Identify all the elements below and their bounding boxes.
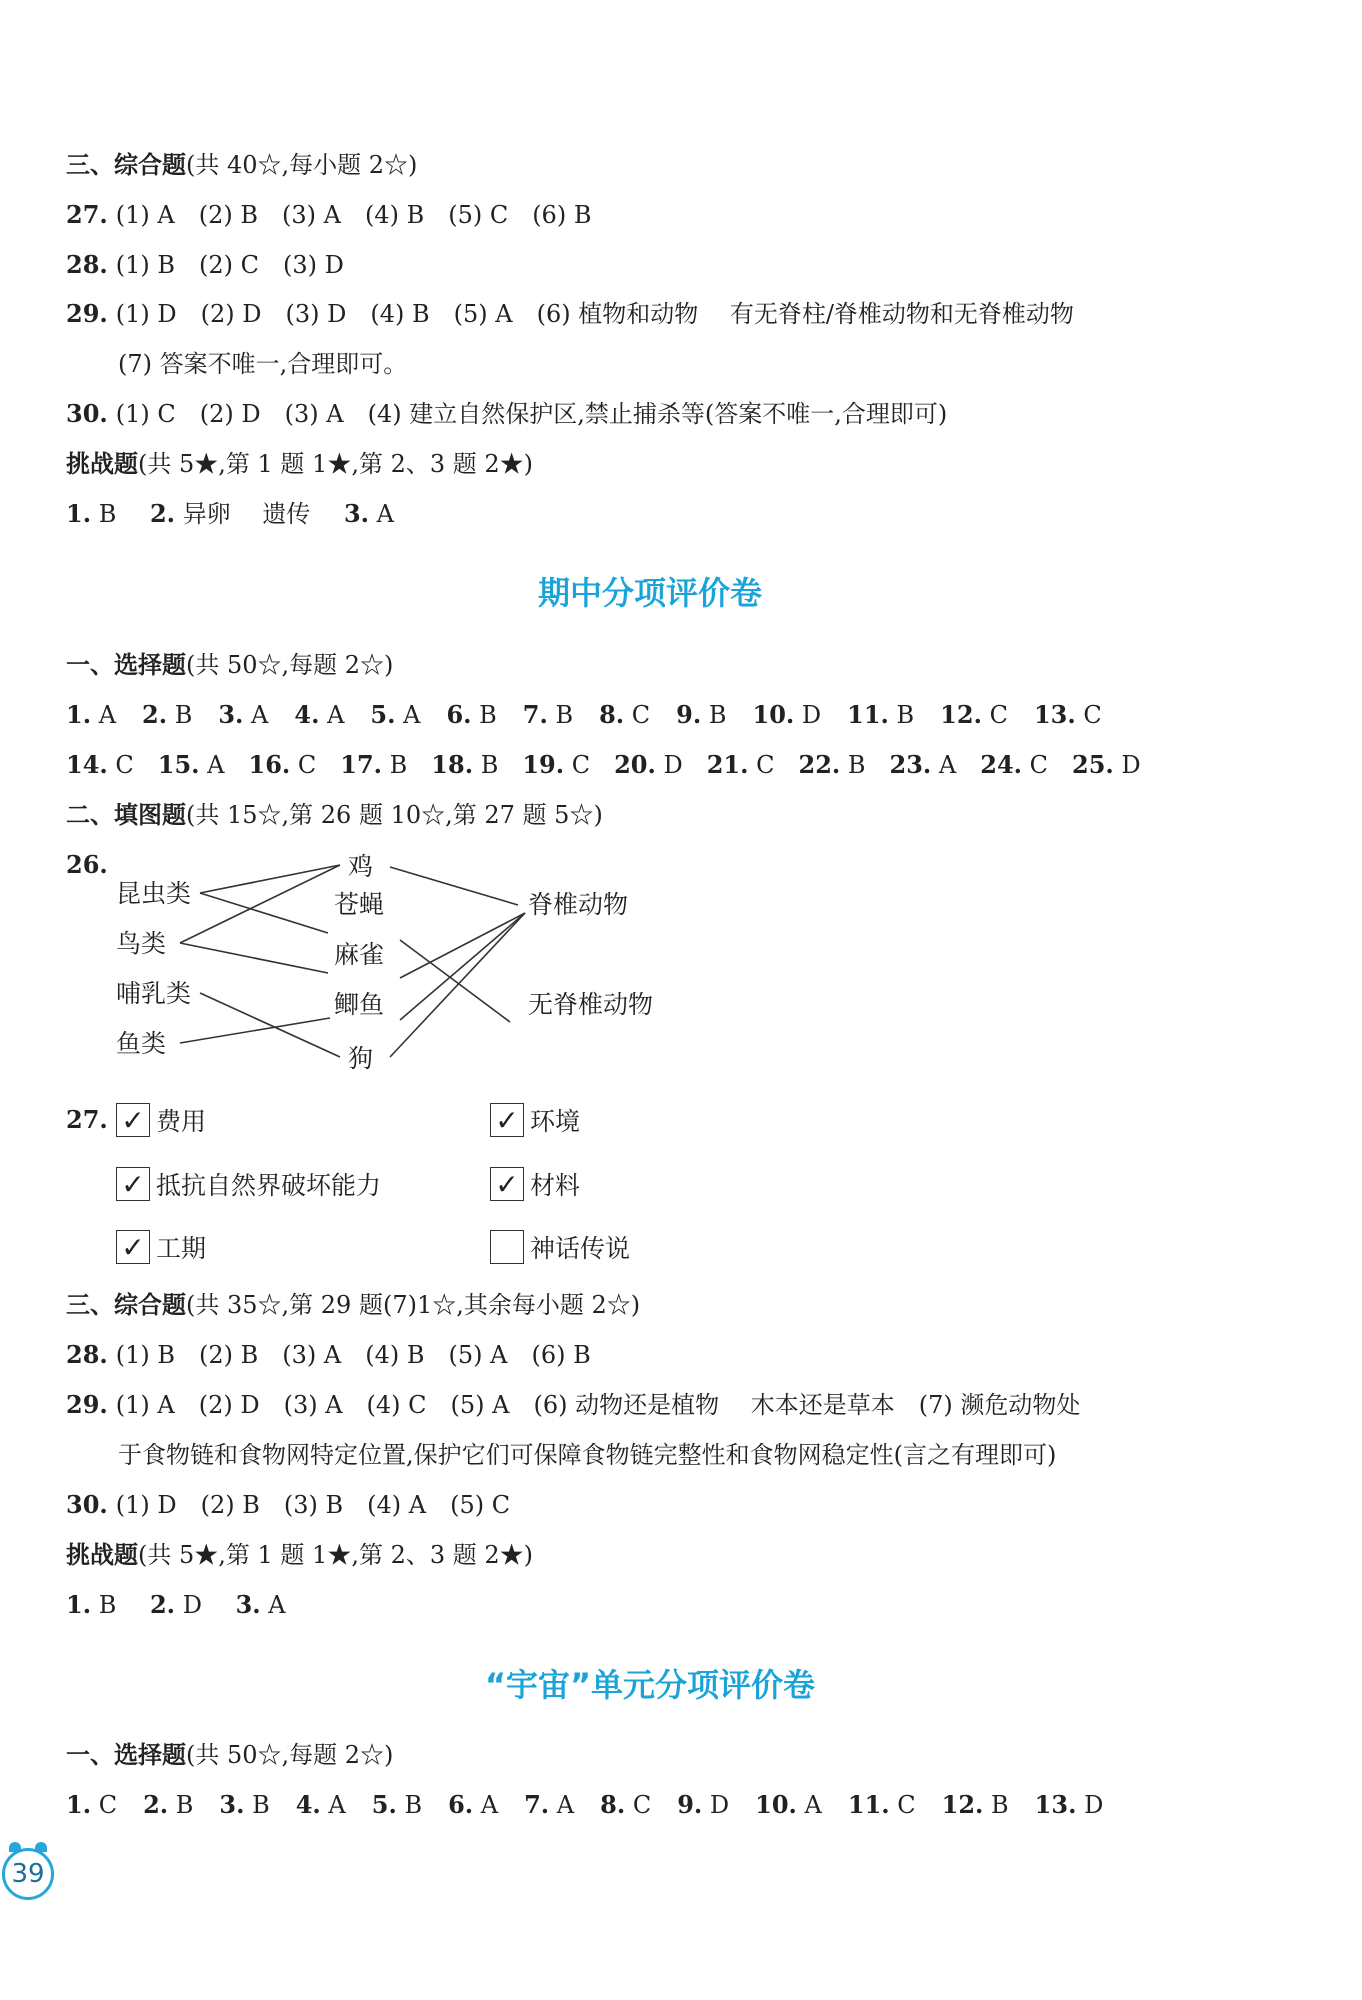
answer-item: 15. A — [157, 750, 225, 779]
match-line — [180, 865, 340, 943]
match-line — [400, 913, 525, 1020]
match-line — [390, 867, 518, 905]
check-box: ✓ — [490, 1167, 524, 1201]
match-line — [180, 1018, 330, 1043]
check-box — [490, 1230, 524, 1264]
answer-item: 3. B — [219, 1790, 270, 1819]
answer-item: 13. D — [1034, 1790, 1104, 1819]
question-number: 27. — [66, 1105, 108, 1134]
check-box: ✓ — [116, 1167, 150, 1201]
answer-item: 2. B — [143, 1790, 194, 1819]
section-header: 三、综合题(共 40☆,每小题 2☆) — [66, 151, 418, 179]
answer-27: 27. (1) A (2) B (3) A (4) B (5) C (6) B — [66, 200, 592, 229]
answer-item: 16. C — [248, 750, 317, 779]
answer-item: 2. B — [142, 700, 193, 729]
answer-28: 28. (1) B (2) B (3) A (4) B (5) A (6) B — [66, 1340, 591, 1369]
right-label: 无脊椎动物 — [528, 990, 654, 1019]
answer-item: 18. B — [431, 750, 499, 779]
answer-item: 14. C — [66, 750, 134, 779]
check-box: ✓ — [116, 1103, 150, 1137]
page-title: 期中分项评价卷 — [537, 574, 762, 612]
left-label: 昆虫类 — [116, 879, 192, 908]
checkbox-item: ✓ 费用 — [116, 1102, 206, 1138]
answer-item: 10. D — [752, 700, 822, 729]
answer-item: 25. D — [1072, 750, 1141, 779]
answer-30: 30. (1) C (2) D (3) A (4) 建立自然保护区,禁止捕杀等(答案不唯一,合理即可) — [66, 399, 948, 428]
match-line — [200, 893, 328, 933]
answer-item: 12. B — [941, 1790, 1009, 1819]
check-box: ✓ — [116, 1230, 150, 1264]
match-line — [400, 913, 525, 978]
section-header: 二、填图题(共 15☆,第 26 题 10☆,第 27 题 5☆) — [66, 801, 603, 829]
answer-item: 1. C — [66, 1790, 118, 1819]
answer-28: 28. (1) B (2) C (3) D — [66, 250, 344, 279]
answer-item: 5. A — [370, 700, 421, 729]
answer-29: 29. (1) D (2) D (3) D (4) B (5) A (6) 植物和动物 有无脊柱/脊椎动物和无脊椎动物 — [66, 299, 1074, 328]
answer-item: 9. B — [676, 700, 727, 729]
answer-item: 3. A — [218, 700, 269, 729]
answer-item: 6. B — [446, 700, 497, 729]
answer-item: 5. B — [371, 1790, 423, 1819]
answer-29-cont: (7) 答案不唯一,合理即可。 — [118, 350, 408, 378]
challenge-header: 挑战题(共 5★,第 1 题 1★,第 2、3 题 2★) — [66, 1541, 534, 1569]
answer-item: 10. A — [755, 1790, 822, 1819]
choice-answers-row — [66, 700, 1128, 730]
right-label: 脊椎动物 — [528, 890, 629, 919]
match-line — [200, 993, 340, 1057]
answer-item: 11. C — [847, 1790, 916, 1819]
answer-item: 23. A — [889, 750, 957, 779]
left-label: 鸟类 — [116, 929, 167, 958]
answer-item: 7. B — [522, 700, 574, 729]
answer-29-cont: 于食物链和食物网特定位置,保护它们可保障食物链完整性和食物网稳定性(言之有理即可) — [118, 1441, 1057, 1469]
choice-answers-row — [66, 750, 1165, 780]
mid-label: 苍蝇 — [334, 890, 385, 919]
checkbox-item: ✓ 环境 — [490, 1102, 580, 1138]
answer-item: 21. C — [706, 750, 775, 779]
section-header: 一、选择题(共 50☆,每题 2☆) — [66, 1741, 394, 1769]
page-number-badge: 39 — [2, 1848, 54, 1900]
checkbox-item: 神话传说 — [490, 1229, 630, 1265]
section-header: 三、综合题(共 35☆,第 29 题(7)1☆,其余每小题 2☆) — [66, 1291, 641, 1319]
answer-item: 6. A — [448, 1790, 499, 1819]
answer-item: 12. C — [940, 700, 1008, 729]
answer-item: 17. B — [340, 750, 408, 779]
mid-label: 麻雀 — [334, 940, 385, 969]
mid-label: 鲫鱼 — [334, 990, 385, 1019]
section-title: “宇宙”单元分项评价卷 — [484, 1666, 816, 1704]
answer-item: 22. B — [798, 750, 866, 779]
match-line — [400, 940, 510, 1022]
answer-item: 13. C — [1033, 700, 1102, 729]
section-header: 一、选择题(共 50☆,每题 2☆) — [66, 651, 394, 679]
answer-item: 4. A — [294, 700, 345, 729]
question-number: 26. — [66, 850, 108, 879]
answer-29: 29. (1) A (2) D (3) A (4) C (5) A (6) 动物还是植物 木本还是草本 (7) 濒危动物处 — [66, 1390, 1081, 1419]
answer-30: 30. (1) D (2) B (3) B (4) A (5) C — [66, 1490, 511, 1519]
match-line — [390, 913, 525, 1057]
match-line — [200, 865, 340, 893]
check-box: ✓ — [490, 1103, 524, 1137]
mid-label: 鸡 — [348, 852, 374, 881]
choice-answers-row — [66, 1790, 1129, 1820]
answer-item: 1. A — [66, 700, 117, 729]
challenge-answers: 1. B 2. D 3. A — [66, 1590, 286, 1619]
challenge-answers: 1. B 2. 异卵 遗传 3. A — [66, 499, 395, 528]
answer-item: 24. C — [980, 750, 1049, 779]
checkbox-item: ✓ 工期 — [116, 1229, 206, 1265]
challenge-header: 挑战题(共 5★,第 1 题 1★,第 2、3 题 2★) — [66, 450, 534, 478]
match-line — [180, 943, 328, 973]
answer-item: 9. D — [677, 1790, 730, 1819]
answer-item: 8. C — [600, 1790, 652, 1819]
left-label: 鱼类 — [116, 1029, 167, 1058]
checkbox-item: ✓ 材料 — [490, 1166, 580, 1202]
matching-diagram — [100, 845, 720, 1095]
answer-item: 8. C — [599, 700, 651, 729]
answer-item: 20. D — [614, 750, 683, 779]
checkbox-item: ✓ 抵抗自然界破坏能力 — [116, 1166, 381, 1202]
answer-item: 7. A — [524, 1790, 575, 1819]
answer-item: 11. B — [847, 700, 915, 729]
answer-item: 4. A — [295, 1790, 346, 1819]
left-label: 哺乳类 — [116, 979, 192, 1008]
answer-item: 19. C — [522, 750, 591, 779]
mid-label: 狗 — [348, 1044, 374, 1073]
